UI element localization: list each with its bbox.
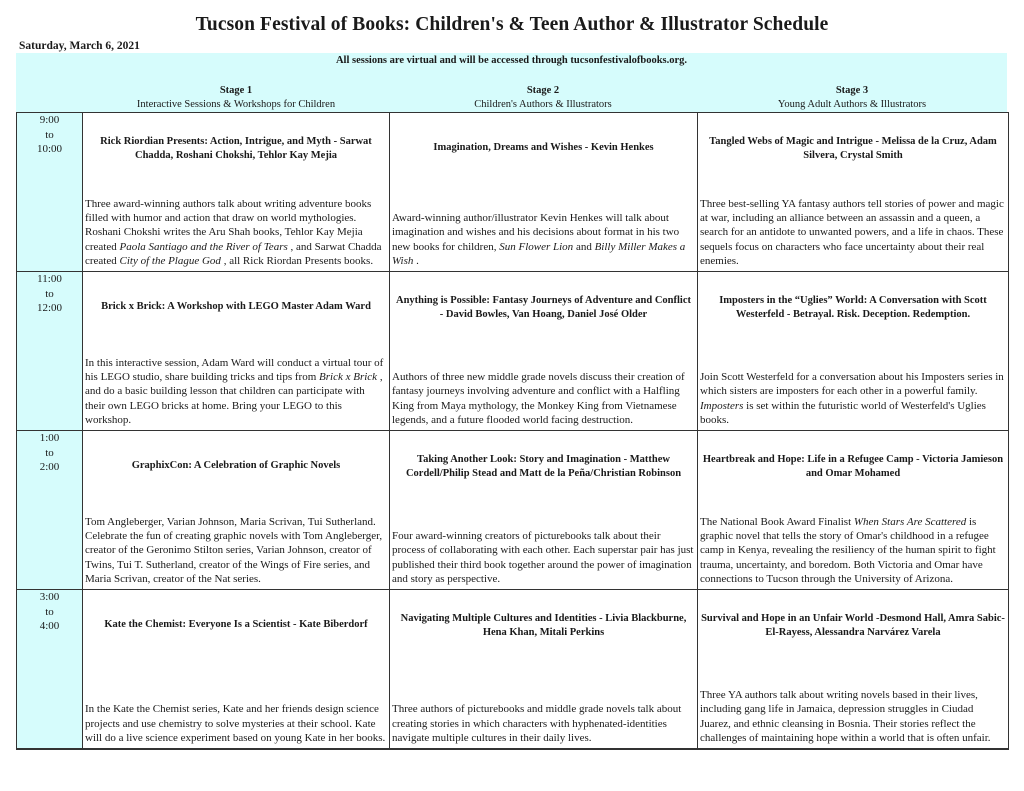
session-title: GraphixCon: A Celebration of Graphic Novels [131, 460, 341, 471]
description-text: Award-winning author/illustrator Kevin Henkes will talk about imagination and wishes and his decisions about format in his two new books for children, [392, 212, 680, 253]
session-cell-stage-1 [83, 590, 390, 750]
time-end: 4:00 [39, 620, 60, 632]
time-start: 9:00 [39, 114, 60, 126]
session-cell-stage-3 [698, 113, 1009, 272]
book-title: City of the Plague God [119, 254, 221, 267]
stage-subtitle: Young Adult Authors & Illustrators [777, 99, 927, 110]
session-description [392, 702, 695, 745]
time-sep: to [45, 128, 54, 141]
page-title: Tucson Festival of Books: Children's & Teen Author & Illustrator Schedule [195, 14, 829, 35]
session-cell-stage-2 [390, 590, 698, 750]
time-end: 2:00 [39, 461, 60, 473]
time-sep: to [45, 287, 54, 300]
session-description [392, 529, 695, 586]
session-title: Tangled Webs of Magic and Intrigue - Melissa de la Cruz, Adam Silvera, Crystal Smith [709, 136, 997, 162]
description-text: Three best-selling YA fantasy authors tell stories of power and magic at war, including an alliance between an assassin and a queen, a search for an antidote to unwanted powers, and a life in chaos. These sequels focus on characters who face uncertainty about their real enemies. [700, 197, 1004, 267]
session-title: Kate the Chemist: Everyone Is a Scientist - Kate Biberdorf [104, 619, 368, 630]
description-text: , all Rick Riordan Presents books. [220, 254, 374, 267]
session-cell-stage-3 [698, 272, 1009, 431]
session-cell-stage-2 [390, 272, 698, 431]
description-text: is set within the futuristic world of Westerfeld's Uglies books. [700, 399, 986, 426]
time-sep: to [45, 446, 54, 459]
time-end: 10:00 [36, 143, 63, 155]
time-cell [17, 272, 83, 431]
stage-header-2 [389, 84, 697, 112]
session-cell-stage-2 [390, 113, 698, 272]
session-title: Brick x Brick: A Workshop with LEGO Master Adam Ward [101, 301, 371, 312]
session-description [85, 515, 387, 586]
session-cell-stage-1 [83, 431, 390, 590]
description-text: Three authors of picturebooks and middle grade novels talk about creating stories in which characters with hyphenated-identities navigate multiple cultures in their daily lives. [392, 703, 682, 744]
session-title: Navigating Multiple Cultures and Identities - Livia Blackburne, Hena Khan, Mitali Perkins [400, 613, 687, 639]
time-cell [17, 590, 83, 750]
header-band [16, 53, 1007, 112]
description-text: In the Kate the Chemist series, Kate and her friends design science projects and use chemistry to solve mysteries at their school. Kate will do a live science experiment based on young Kate in her books. [85, 703, 386, 744]
time-slot-row [17, 431, 1009, 590]
session-description [85, 702, 387, 745]
session-title: Heartbreak and Hope: Life in a Refugee Camp - Victoria Jamieson and Omar Mohamed [702, 454, 1004, 480]
stage-name: Stage 1 [219, 85, 253, 96]
description-text: Three award-winning authors talk about writing adventure books filled with humor and action that draw on world mythologies. Roshani Chokshi writes the Aru Shah books, Tehlor Kay Mejia created [85, 197, 372, 253]
time-start: 3:00 [39, 591, 60, 603]
book-title: When Stars Are Scattered [853, 515, 967, 528]
time-slot-row [17, 272, 1009, 431]
time-slot-row [17, 113, 1009, 272]
virtual-notice: All sessions are virtual and will be accessed through tucsonfestivalofbooks.org. [335, 55, 688, 66]
description-text: , and Sarwat Chadda created [85, 240, 382, 267]
stage-subtitle: Interactive Sessions & Workshops for Children [136, 99, 336, 110]
session-description [700, 515, 1006, 586]
time-slot-row [17, 590, 1009, 750]
session-cell-stage-3 [698, 431, 1009, 590]
description-text: is graphic novel that tells the story of Omar's childhood in a refugee camp in Kenya, revealing the resiliency of the human spirit to fight trauma, uncertainty, and boredom. Both Victoria and Omar have connections to Tucson through the University of Arizona. [700, 515, 996, 585]
session-title: Imposters in the “Uglies” World: A Conversation with Scott Westerfeld - Betrayal. Risk. Deception. Redemption. [719, 295, 987, 321]
description-text: Join Scott Westerfeld for a conversation about his Imposters series in which sisters are imposters for each other in a powerful family. [700, 371, 1004, 398]
time-start: 1:00 [39, 432, 60, 444]
schedule-date: Saturday, March 6, 2021 [19, 40, 140, 52]
session-description [85, 356, 387, 427]
stage-header-1 [82, 84, 390, 112]
time-end: 12:00 [36, 302, 63, 314]
session-description [700, 688, 1006, 745]
session-title: Rick Riordian Presents: Action, Intrigue, and Myth - Sarwat Chadda, Roshani Chokshi, Tehlor Kay Mejia [100, 136, 372, 162]
stage-name: Stage 2 [526, 85, 560, 96]
session-description [700, 197, 1006, 268]
stage-name: Stage 3 [835, 85, 869, 96]
session-cell-stage-1 [83, 113, 390, 272]
description-text: Tom Angleberger, Varian Johnson, Maria Scrivan, Tui Sutherland. Celebrate the fun of creating graphic novels with Tom Angleberger, creator of the Geronimo Stilton series, Varian Johnson, creator of Twins, Tui T. Sutherland, creator of the Wings of Fire series, and Maria Scrivan, creator of the Nat series. [85, 515, 383, 585]
session-cell-stage-3 [698, 590, 1009, 750]
stage-subtitle: Children's Authors & Illustrators [474, 99, 612, 110]
time-sep: to [45, 605, 54, 618]
description-text: and [573, 240, 595, 253]
session-cell-stage-2 [390, 431, 698, 590]
book-title: Imposters [700, 399, 744, 412]
session-title: Imagination, Dreams and Wishes - Kevin Henkes [433, 142, 654, 153]
time-start: 11:00 [37, 273, 62, 285]
book-title: Brick x Brick [319, 371, 378, 384]
description-text: Authors of three new middle grade novels discuss their creation of fantasy journeys involving adventure and conflict with a Halfling King from Maya mythology, the Monkey King from Vietnamese legends, and a future flooded world facing destruction. [392, 371, 685, 426]
description-text: Three YA authors talk about writing novels based in their lives, including gang life in Jamaica, depression struggles in Ciudad Juarez, and ethnic cleansing in Bosnia. Their stories reflect the challenges of maintaining hope within a world that is often unfair. [700, 689, 991, 744]
description-text: Four award-winning creators of picturebooks talk about their process of collaborating with each other. Each superstar pair has just published their third book together around the power of imagination and story as perspective. [392, 530, 694, 585]
session-title: Anything is Possible: Fantasy Journeys of Adventure and Conflict - David Bowles, Van Hoang, Daniel José Older [395, 295, 691, 321]
session-title: Survival and Hope in an Unfair World -Desmond Hall, Amra Sabic-El-Rayess, Alessandra Narvárez Varela [701, 613, 1005, 639]
description-text: The National Book Award Finalist [700, 515, 854, 528]
description-text: . [413, 254, 419, 267]
time-cell [17, 431, 83, 590]
description-text: In this interactive session, Adam Ward will conduct a virtual tour of his LEGO studio, share building tricks and tips from [85, 356, 384, 384]
session-cell-stage-1 [83, 272, 390, 431]
time-cell [17, 113, 83, 272]
session-description [392, 211, 695, 268]
session-title: Taking Another Look: Story and Imagination - Matthew Cordell/Philip Stead and Matt de la Peña/Christian Robinson [405, 454, 682, 480]
session-description [392, 370, 695, 427]
book-title: Paola Santiago and the River of Tears [119, 240, 288, 253]
book-title: Billy Miller Makes a Wish [392, 240, 686, 267]
session-description [700, 370, 1006, 427]
stage-header-3 [697, 84, 1007, 112]
book-title: Sun Flower Lion [499, 240, 574, 253]
schedule-table [16, 112, 1009, 750]
description-text: , and do a basic building lesson that children can participate with their own LEGO bricks at home. Bring your LEGO to this workshop. [85, 371, 383, 426]
session-description [85, 197, 387, 268]
